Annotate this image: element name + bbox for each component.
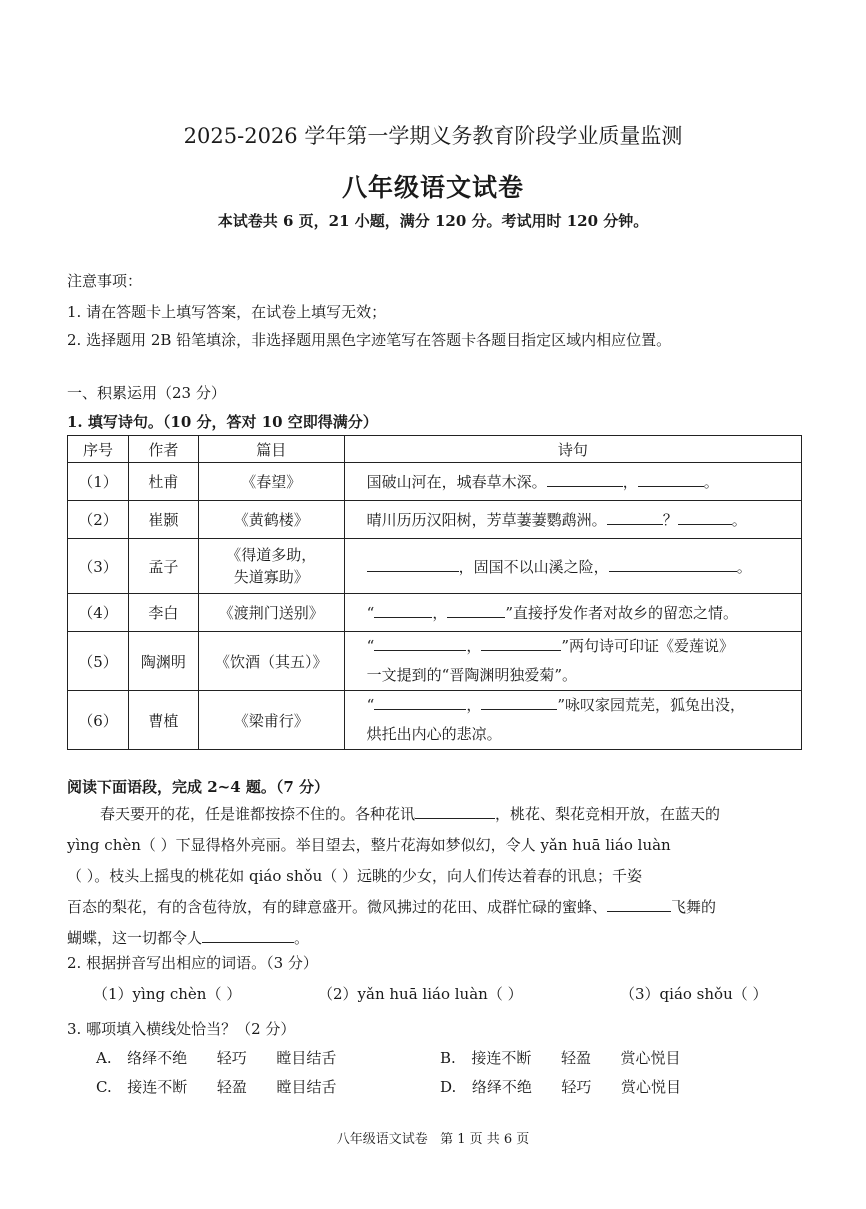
row-num: （1）	[68, 463, 129, 501]
header-num: 序号	[68, 436, 129, 463]
verse-text: ”咏叹家园荒芜，狐兔出没，	[557, 696, 746, 714]
note-item-2: 2. 选择题用 2B 铅笔填涂，非选择题用黑色字迹笔写在答题卡各题目指定区域内相应位置。	[67, 331, 672, 349]
row-num: （4）	[68, 594, 129, 632]
table-header-row	[68, 436, 802, 463]
row-verse	[344, 539, 801, 594]
row-verse	[344, 691, 801, 750]
table-row	[68, 632, 802, 691]
row-num: （5）	[68, 632, 129, 691]
passage-text: 飞舞的	[671, 898, 717, 916]
verse-text: ”两句诗可印证《爱莲说》	[561, 637, 735, 655]
table-row	[68, 463, 802, 501]
row-verse	[344, 594, 801, 632]
verse-text: 国破山河在，城春草木深。	[366, 473, 547, 491]
row-verse	[344, 463, 801, 501]
notes-heading: 注意事项：	[67, 272, 143, 290]
option-word: 轻巧	[561, 1078, 592, 1096]
row-title: 《渡荆门送别》	[198, 594, 344, 632]
header-author: 作者	[128, 436, 198, 463]
row-author: 孟子	[128, 539, 198, 594]
row-author: 杜甫	[128, 463, 198, 501]
option-word: 轻盈	[560, 1049, 591, 1067]
option-word: 赏心悦目	[620, 1078, 681, 1096]
option-label: B.	[440, 1049, 456, 1067]
option-label: C.	[96, 1078, 112, 1096]
verse-text: 。	[736, 557, 752, 576]
option-word: 络绎不绝	[127, 1049, 188, 1067]
row-verse	[344, 501, 801, 539]
passage-text: 。	[294, 929, 310, 947]
option-word: 接连不断	[471, 1049, 532, 1067]
answer-blank	[609, 557, 737, 572]
answer-blank	[374, 695, 466, 710]
q2-item-3: （3）qiáo shǒu（ ）	[620, 985, 768, 1003]
passage-text: 春天要开的花，任是谁都按捺不住的。各种花讯	[100, 805, 416, 823]
option-label: D.	[440, 1078, 457, 1096]
row-title: 《饮酒（其五）》	[198, 632, 344, 691]
option-b	[440, 1047, 681, 1068]
paper-title: 八年级语文试卷	[341, 173, 524, 202]
q2-item-2: （2）yǎn huā liáo luàn（ ）	[318, 985, 523, 1003]
poem-table	[67, 435, 802, 750]
verse-text: ，	[466, 637, 482, 655]
verse-text: ，	[466, 696, 482, 714]
answer-blank	[447, 603, 505, 618]
answer-blank	[481, 636, 561, 651]
note-item-1: 1. 请在答题卡上填写答案，在试卷上填写无效；	[67, 303, 387, 321]
verse-text: “	[366, 637, 375, 655]
verse-line	[367, 691, 793, 720]
row-num: （6）	[68, 691, 129, 750]
passage-text: ，桃花、梨花竞相开放，在蓝天的	[495, 805, 721, 823]
row-title: 《梁甫行》	[198, 691, 344, 750]
answer-blank	[547, 472, 623, 487]
question-1-heading: 1. 填写诗句。（10 分，答对 10 空即得满分）	[67, 413, 378, 431]
option-word: 轻巧	[216, 1049, 247, 1067]
row-title-line: 失道寡助》	[233, 568, 309, 586]
answer-blank	[607, 897, 671, 912]
row-verse	[344, 632, 801, 691]
verse-text: ，	[432, 604, 448, 622]
passage-line: （ ）。枝头上摇曳的桃花如 qiáo shǒu（ ）远眺的少女，向人们传达着春的讯息；千姿	[67, 867, 642, 885]
option-c	[96, 1076, 336, 1097]
answer-blank	[202, 928, 294, 943]
option-word: 轻盈	[216, 1078, 247, 1096]
passage-line	[67, 891, 716, 924]
verse-text: 。	[731, 511, 747, 529]
passage-line: yìng chèn（ ）下显得格外亮丽。举目望去，整片花海如梦似幻，令人 yǎn huā liáo luàn	[67, 836, 671, 854]
option-word: 接连不断	[127, 1078, 188, 1096]
passage-text: 蝴蝶，这一切都令人	[67, 929, 203, 947]
row-title	[198, 539, 344, 594]
reading-heading: 阅读下面语段，完成 2~4 题。（7 分）	[67, 778, 330, 796]
option-d	[440, 1076, 681, 1097]
table-row	[68, 539, 802, 594]
option-word: 瞠目结舌	[276, 1049, 337, 1067]
answer-blank	[678, 510, 732, 525]
verse-line	[367, 632, 793, 661]
answer-blank	[374, 636, 466, 651]
header-title: 篇目	[198, 436, 344, 463]
option-word: 赏心悦目	[620, 1049, 681, 1067]
answer-blank	[415, 804, 495, 819]
q2-item-1: （1）yìng chèn（ ）	[93, 985, 242, 1003]
row-author: 陶渊明	[128, 632, 198, 691]
row-title: 《黄鹤楼》	[198, 501, 344, 539]
header-verse: 诗句	[344, 436, 801, 463]
row-author: 曹植	[128, 691, 198, 750]
row-num: （2）	[68, 501, 129, 539]
table-row	[68, 501, 802, 539]
verse-text: 。	[703, 473, 719, 491]
answer-blank	[367, 557, 459, 572]
option-word: 络绎不绝	[471, 1078, 532, 1096]
row-title: 《春望》	[198, 463, 344, 501]
passage-line	[100, 798, 720, 831]
option-a	[96, 1047, 336, 1068]
verse-text: “	[366, 696, 375, 714]
verse-text: ，	[622, 473, 638, 491]
table-row	[68, 691, 802, 750]
row-title-line: 《得道多助，	[226, 546, 317, 564]
verse-line: 一文提到的“晋陶渊明独爱菊”。	[366, 666, 578, 684]
passage-line	[67, 922, 309, 955]
paper-info: 本试卷共 6 页，21 小题，满分 120 分。考试用时 120 分钟。	[217, 212, 649, 230]
page-footer: 八年级语文试卷 第 1 页 共 6 页	[336, 1132, 530, 1147]
passage-text: 百态的梨花，有的含苞待放，有的肆意盛开。微风拂过的花田、成群忙碌的蜜蜂、	[67, 898, 608, 916]
verse-text: ”直接抒发作者对故乡的留恋之情。	[505, 604, 739, 622]
exam-title: 2025-2026 学年第一学期义务教育阶段学业质量监测	[183, 124, 683, 148]
verse-line: 烘托出内心的悲凉。	[366, 725, 502, 743]
row-author: 崔颢	[128, 501, 198, 539]
verse-text: “	[366, 604, 375, 622]
answer-blank	[607, 510, 663, 525]
answer-blank	[481, 695, 557, 710]
verse-text: 晴川历历汉阳树，芳草萋萋鹦鹉洲。	[366, 511, 607, 529]
row-num: （3）	[68, 539, 129, 594]
question-3: 3. 哪项填入横线处恰当？（2 分）	[67, 1020, 296, 1038]
verse-text: ？	[662, 511, 678, 529]
option-label: A.	[96, 1049, 112, 1067]
row-author: 李白	[128, 594, 198, 632]
section-heading: 一、积累运用（23 分）	[67, 384, 226, 402]
table-row	[68, 594, 802, 632]
answer-blank	[638, 472, 704, 487]
answer-blank	[374, 603, 432, 618]
verse-text: ，固国不以山溪之险，	[458, 557, 609, 576]
question-2: 2. 根据拼音写出相应的词语。（3 分）	[67, 954, 318, 972]
option-word: 瞠目结舌	[276, 1078, 337, 1096]
